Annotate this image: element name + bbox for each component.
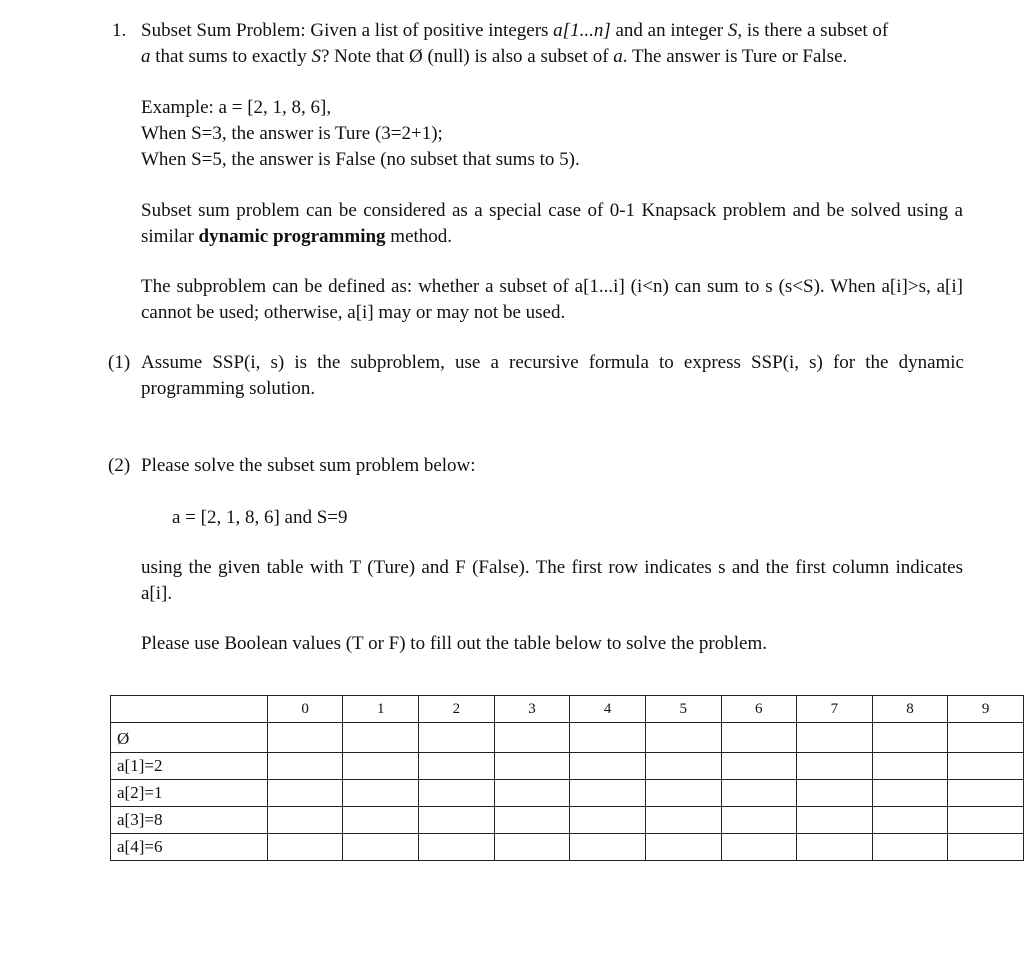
column-header: 0 xyxy=(267,696,343,723)
column-header: 5 xyxy=(645,696,721,723)
intro-var: a xyxy=(613,46,623,67)
table-cell[interactable] xyxy=(645,780,721,807)
table-cell[interactable] xyxy=(797,780,873,807)
dp-table xyxy=(110,695,1024,861)
column-header: 8 xyxy=(872,696,948,723)
table-cell[interactable] xyxy=(570,834,646,861)
knapsack-text: method. xyxy=(385,226,453,247)
table-row xyxy=(111,780,1024,807)
table-cell[interactable] xyxy=(645,753,721,780)
part-2 xyxy=(108,453,964,479)
example-block xyxy=(141,95,963,173)
part-1-label: (1) xyxy=(108,352,131,373)
intro-text: ? Note that Ø (null) is also a subset of xyxy=(320,46,614,67)
table-cell[interactable] xyxy=(267,753,343,780)
intro-text: Subset Sum Problem: Given a list of positive integers xyxy=(141,20,554,41)
subproblem-paragraph: The subproblem can be defined as: whether a subset of a[1...i] (i<n) can sum to s (s<S). When a[i]>s, a[i] cannot be used; otherwise, a[i] may or may not be used. xyxy=(141,276,963,323)
fill-instruction: Please use Boolean values (T or F) to fill out the table below to solve the problem. xyxy=(141,633,767,654)
example-line: Example: a = [2, 1, 8, 6], xyxy=(141,97,332,118)
table-cell[interactable] xyxy=(872,753,948,780)
table-header-row xyxy=(111,696,1024,723)
table-cell[interactable] xyxy=(948,753,1024,780)
table-cell[interactable] xyxy=(267,780,343,807)
table-cell[interactable] xyxy=(721,807,797,834)
problem-intro xyxy=(141,18,963,70)
table-cell[interactable] xyxy=(721,753,797,780)
table-cell[interactable] xyxy=(343,753,419,780)
table-cell[interactable] xyxy=(797,753,873,780)
table-cell[interactable] xyxy=(872,780,948,807)
column-header: 1 xyxy=(343,696,419,723)
table-cell[interactable] xyxy=(494,834,570,861)
intro-text: that sums to exactly xyxy=(150,46,312,67)
table-cell[interactable] xyxy=(948,723,1024,753)
column-header: 4 xyxy=(570,696,646,723)
table-cell[interactable] xyxy=(419,780,495,807)
table-cell[interactable] xyxy=(494,780,570,807)
intro-text: . The answer is Ture or False. xyxy=(622,46,848,67)
table-cell[interactable] xyxy=(797,807,873,834)
table-cell[interactable] xyxy=(872,807,948,834)
table-cell[interactable] xyxy=(419,723,495,753)
table-cell[interactable] xyxy=(721,723,797,753)
intro-text: , is there a subset of xyxy=(737,20,889,41)
intro-var: S xyxy=(311,46,321,67)
part-1-text: Assume SSP(i, s) is the subproblem, use a recursive formula to express SSP(i, s) for the dynamic programming solution. xyxy=(141,352,964,399)
row-header: a[3]=8 xyxy=(111,807,268,834)
column-header: 2 xyxy=(419,696,495,723)
knapsack-text: Subset sum problem can be considered as a special case of 0-1 Knapsack problem and be solved using a similar xyxy=(141,200,963,247)
example-line: When S=5, the answer is False (no subset that sums to 5). xyxy=(141,149,580,170)
table-cell[interactable] xyxy=(948,807,1024,834)
intro-var: S xyxy=(727,20,738,41)
table-cell[interactable] xyxy=(645,723,721,753)
column-header: 3 xyxy=(494,696,570,723)
example-line: When S=3, the answer is Ture (3=2+1); xyxy=(141,123,443,144)
column-header: 9 xyxy=(948,696,1024,723)
table-row xyxy=(111,753,1024,780)
table-row xyxy=(111,834,1024,861)
table-cell[interactable] xyxy=(645,807,721,834)
table-cell[interactable] xyxy=(948,780,1024,807)
table-cell[interactable] xyxy=(343,807,419,834)
table-corner xyxy=(111,696,268,723)
intro-array: a[1...n] xyxy=(553,20,611,41)
table-row xyxy=(111,723,1024,753)
part-1 xyxy=(108,350,964,402)
table-cell[interactable] xyxy=(872,723,948,753)
table-cell[interactable] xyxy=(797,723,873,753)
table-cell[interactable] xyxy=(267,807,343,834)
table-cell[interactable] xyxy=(267,834,343,861)
table-cell[interactable] xyxy=(948,834,1024,861)
table-cell[interactable] xyxy=(494,753,570,780)
part-2-text: Please solve the subset sum problem below: xyxy=(141,455,476,476)
row-header: a[2]=1 xyxy=(111,780,268,807)
table-row xyxy=(111,807,1024,834)
table-cell[interactable] xyxy=(494,723,570,753)
table-cell[interactable] xyxy=(494,807,570,834)
table-cell[interactable] xyxy=(872,834,948,861)
part-2-label: (2) xyxy=(108,455,131,476)
table-cell[interactable] xyxy=(570,780,646,807)
table-cell[interactable] xyxy=(645,834,721,861)
column-header: 7 xyxy=(797,696,873,723)
intro-text: and an integer xyxy=(610,20,728,41)
table-cell[interactable] xyxy=(721,780,797,807)
row-header: a[1]=2 xyxy=(111,753,268,780)
column-header: 6 xyxy=(721,696,797,723)
knapsack-bold: dynamic programming xyxy=(198,226,386,247)
table-cell[interactable] xyxy=(343,723,419,753)
table-description: using the given table with T (Ture) and F (False). The first row indicates s and the first column indicates a[i]. xyxy=(141,557,963,604)
table-cell[interactable] xyxy=(419,807,495,834)
table-cell[interactable] xyxy=(419,834,495,861)
table-cell[interactable] xyxy=(419,753,495,780)
table-cell[interactable] xyxy=(721,834,797,861)
table-cell[interactable] xyxy=(570,753,646,780)
question-number: 1. xyxy=(112,20,127,41)
intro-var: a xyxy=(141,46,151,67)
table-cell[interactable] xyxy=(797,834,873,861)
knapsack-paragraph xyxy=(141,198,963,250)
table-cell[interactable] xyxy=(570,807,646,834)
table-cell[interactable] xyxy=(343,780,419,807)
problem-instance: a = [2, 1, 8, 6] and S=9 xyxy=(172,507,348,528)
table-cell[interactable] xyxy=(267,723,343,753)
row-header: a[4]=6 xyxy=(111,834,268,861)
row-header: Ø xyxy=(111,723,268,753)
table-cell[interactable] xyxy=(570,723,646,753)
table-cell[interactable] xyxy=(343,834,419,861)
